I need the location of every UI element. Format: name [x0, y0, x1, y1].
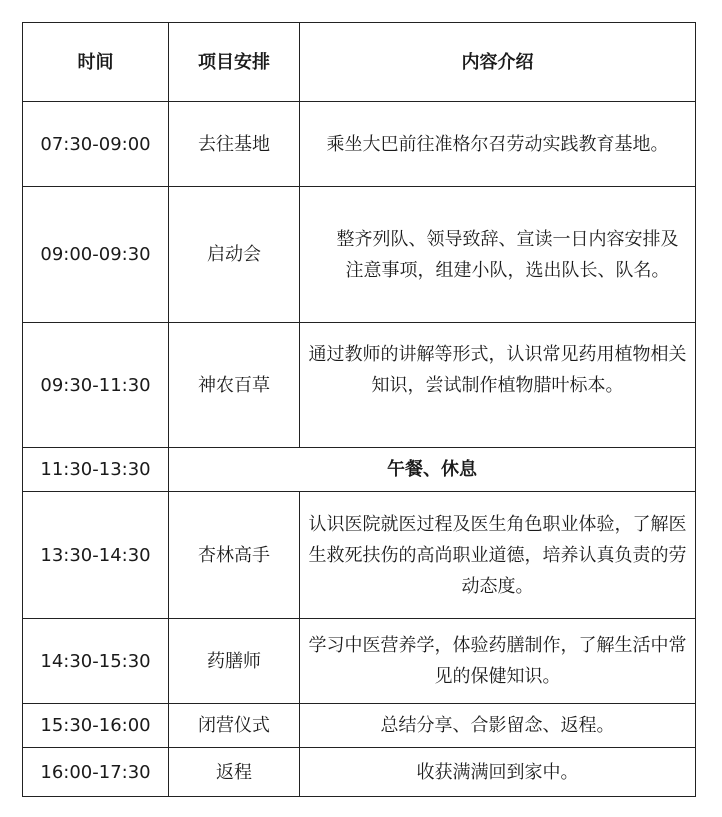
table-row: [23, 619, 696, 704]
time-cell: 16:00-17:30: [23, 748, 169, 797]
time-cell: 13:30-14:30: [23, 492, 169, 619]
table-row: [23, 492, 696, 619]
item-cell: 神农百草: [169, 323, 300, 448]
lunch-cell: 午餐、休息: [169, 448, 696, 492]
desc-text: 通过教师的讲解等形式，认识常见药用植物相关知识，尝试制作植物腊叶标本。: [308, 344, 687, 396]
desc-text: 学习中医营养学，体验药膳制作，了解生活中常见的保健知识。: [308, 635, 687, 687]
desc-text: 整齐列队、领导致辞、宣读一日内容安排及注意事项，组建小队，选出队长、队名。: [336, 228, 679, 281]
time-cell: 09:30-11:30: [23, 323, 169, 448]
table-row: [23, 748, 696, 797]
item-cell: 杏林高手: [169, 492, 300, 619]
desc-text: 总结分享、合影留念、返程。: [380, 715, 615, 736]
time-cell: 09:00-09:30: [23, 187, 169, 323]
header-time: 时间: [23, 23, 169, 102]
desc-cell: [300, 704, 696, 748]
desc-cell: [300, 102, 696, 187]
desc-text: 认识医院就医过程及医生角色职业体验，了解医生救死扶伤的高尚职业道德，培养认真负责的劳动态度。: [308, 513, 687, 597]
header-item: 项目安排: [169, 23, 300, 102]
desc-cell: [300, 619, 696, 704]
schedule-table: [22, 22, 696, 797]
header-row: [23, 23, 696, 102]
item-cell: 启动会: [169, 187, 300, 323]
time-cell: 11:30-13:30: [23, 448, 169, 492]
item-cell: 药膳师: [169, 619, 300, 704]
desc-cell: [300, 748, 696, 797]
table-row: [23, 704, 696, 748]
desc-text: 乘坐大巴前往准格尔召劳动实践教育基地。: [326, 133, 669, 155]
table-row: [23, 187, 696, 323]
desc-cell: [300, 187, 696, 323]
item-cell: 去往基地: [169, 102, 300, 187]
item-cell: 返程: [169, 748, 300, 797]
desc-cell: [300, 323, 696, 448]
time-cell: 15:30-16:00: [23, 704, 169, 748]
header-desc: 内容介绍: [300, 23, 696, 102]
desc-text: 收获满满回到家中。: [416, 761, 579, 783]
item-cell: 闭营仪式: [169, 704, 300, 748]
time-cell: 07:30-09:00: [23, 102, 169, 187]
desc-cell: [300, 492, 696, 619]
table-row: [23, 102, 696, 187]
time-cell: 14:30-15:30: [23, 619, 169, 704]
table-row: [23, 323, 696, 448]
table-row: [23, 448, 696, 492]
